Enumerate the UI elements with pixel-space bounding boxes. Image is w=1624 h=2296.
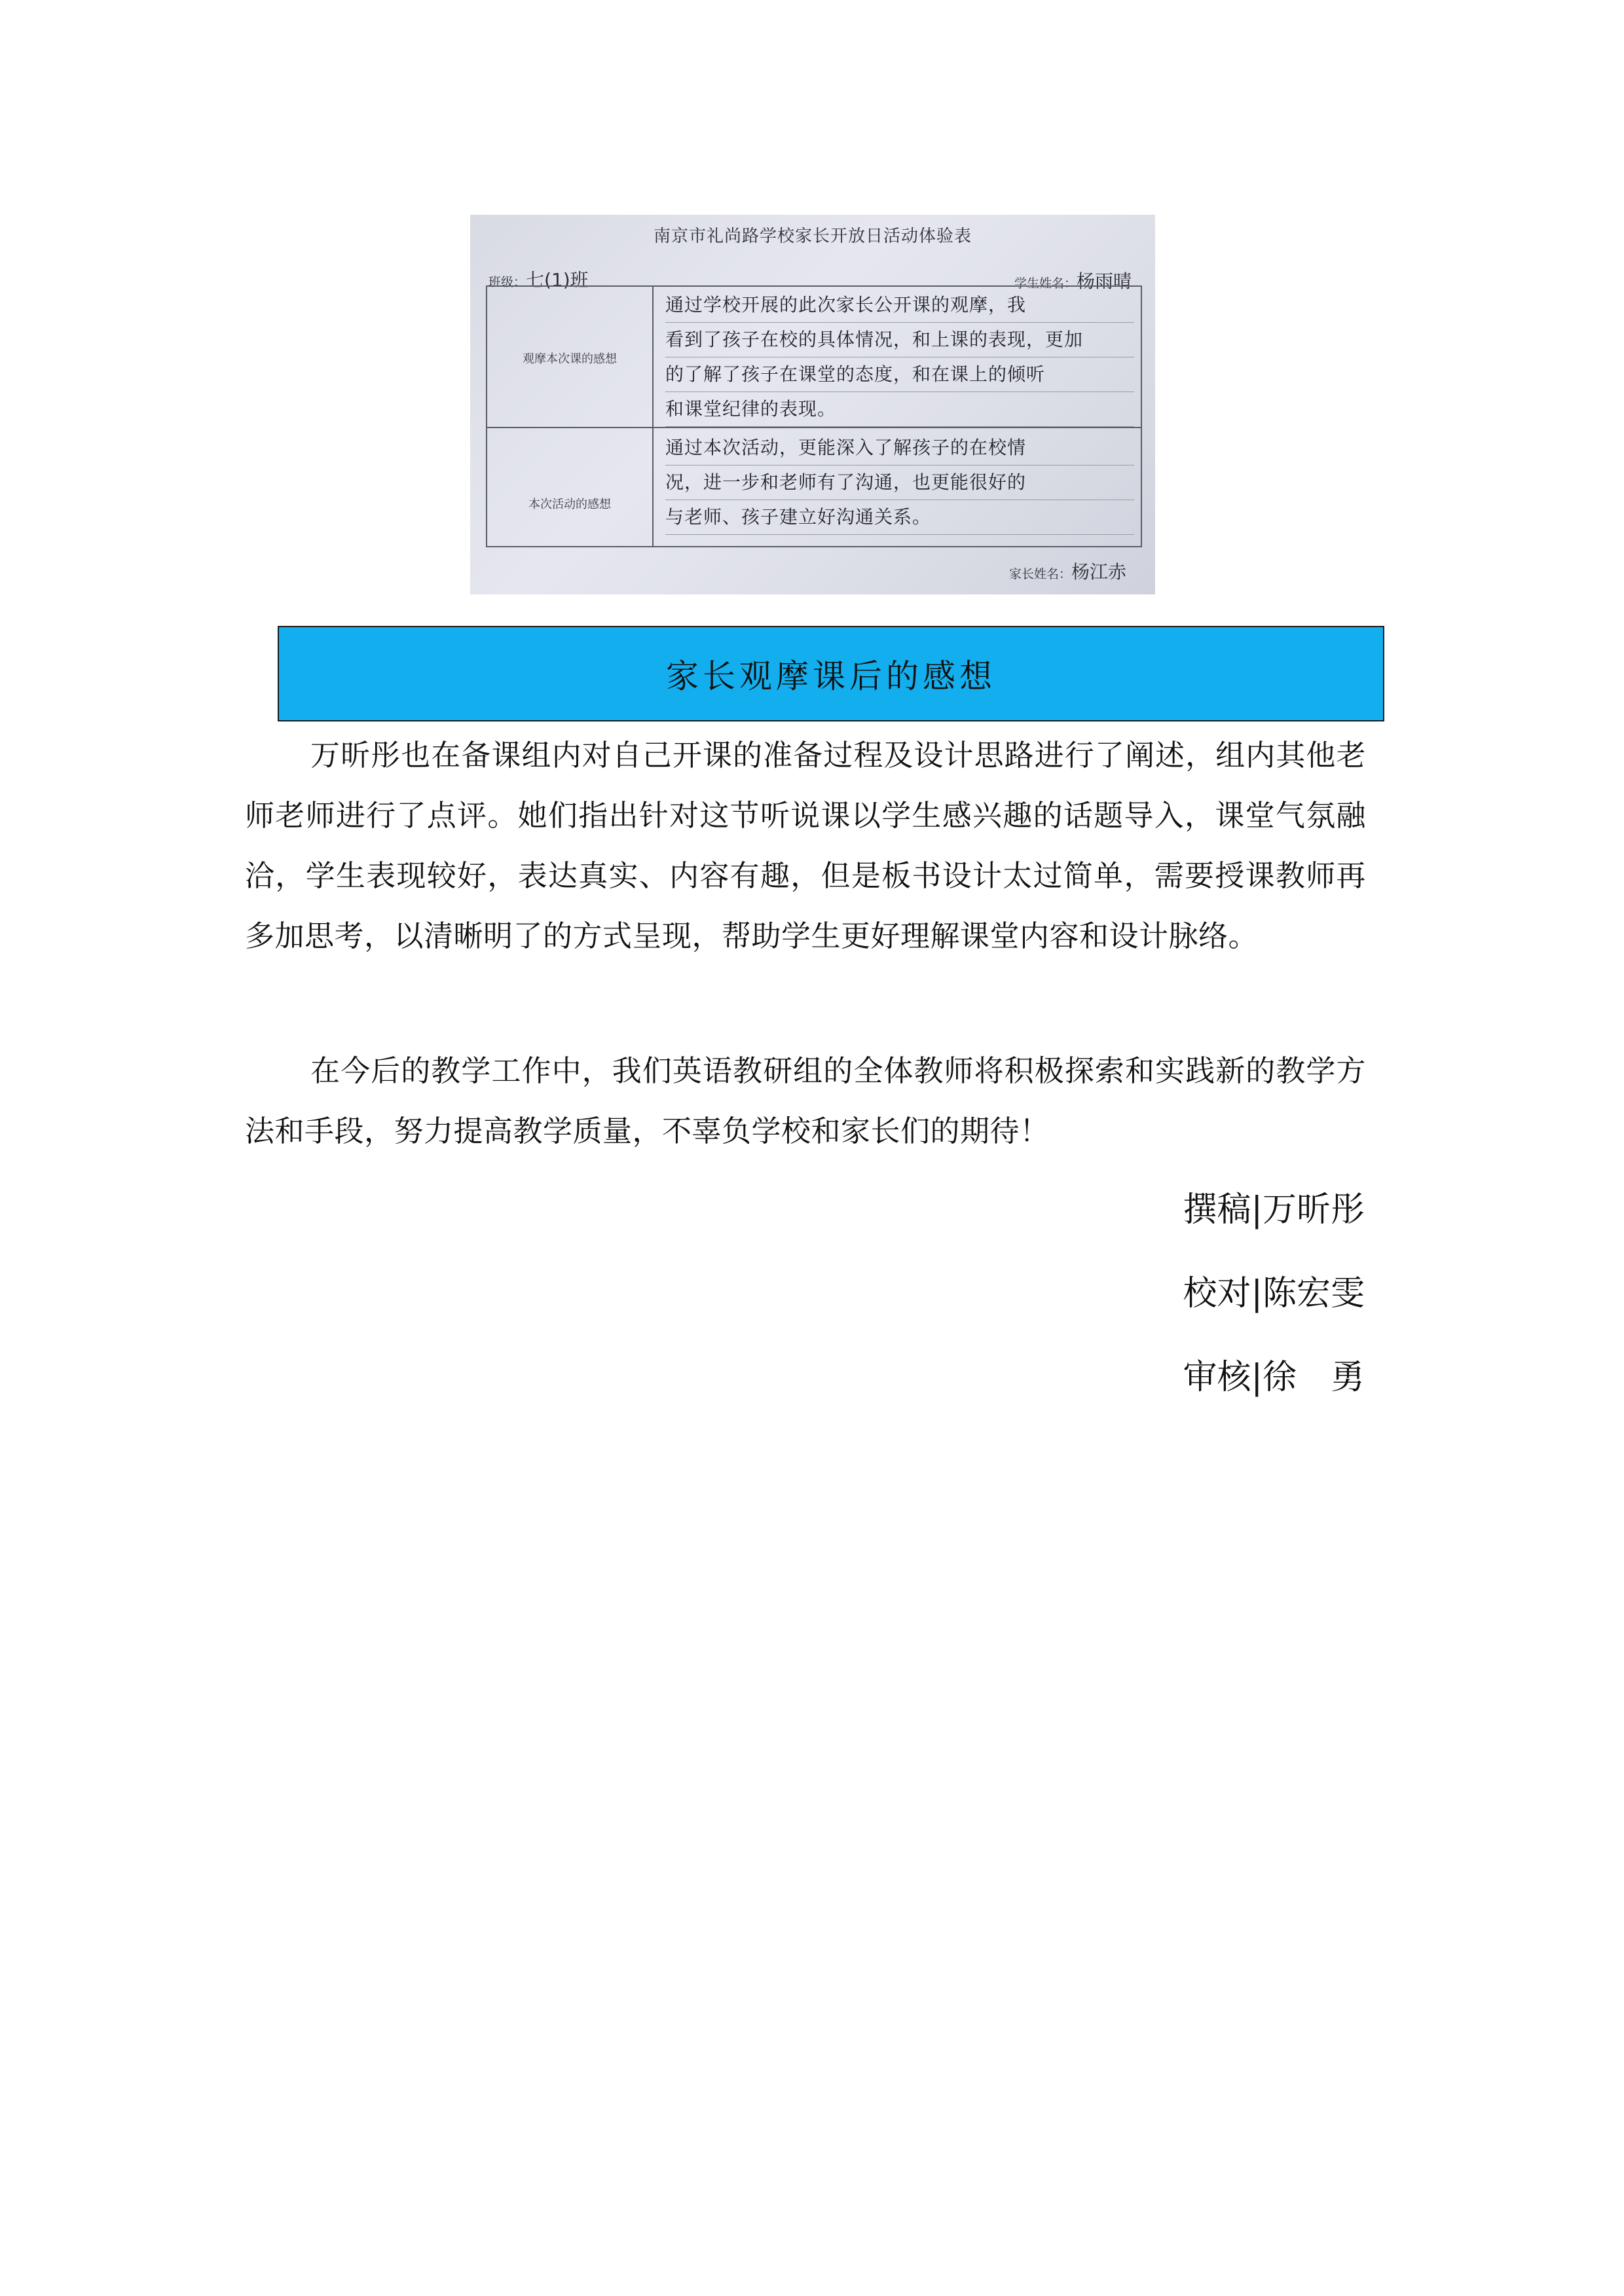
table-divider-horizontal [487,427,1141,428]
paragraph-review: 万昕彤也在备课组内对自己开课的准备过程及设计思路进行了阐述，组内其他老师老师进行了点评。她们指出针对这节听说课以学生感兴趣的话题导入，课堂气氛融洽，学生表现较好，表达真实、内容有趣，但是板书设计太过简单，需要授课教师再多加思考，以清晰明了的方式呈现，帮助学生更好理解课堂内容和设计脉络。 [245,738,1366,953]
handwriting-line: 况，进一步和老师有了沟通，也更能很好的 [665,465,1134,500]
handwriting-line: 的了解了孩子在课堂的态度，和在课上的倾听 [665,357,1134,392]
student-name-value: 杨雨晴 [1076,270,1132,292]
form-table [486,285,1142,547]
banner-title: 家长观摩课后的感想 [666,657,996,695]
credit-reviewer: 审核|徐 勇 [1183,1358,1365,1397]
row2-handwriting [665,431,1134,535]
row1-label: 观摩本次课的感想 [523,352,617,366]
handwriting-line: 通过本次活动，更能深入了解孩子的在校情 [665,431,1134,465]
credit-proofreader: 校对|陈宏雯 [1183,1274,1365,1313]
parent-name-label: 家长姓名： [1008,567,1071,581]
row2-label: 本次活动的感想 [528,498,611,511]
handwriting-line: 通过学校开展的此次家长公开课的观摩，我 [665,288,1134,323]
row1-handwriting [665,288,1134,427]
feedback-form-photo [470,215,1155,594]
handwriting-line: 和课堂纪律的表现。 [665,392,1134,427]
handwriting-line: 看到了孩子在校的具体情况，和上课的表现，更加 [665,323,1134,357]
parent-name-value: 杨江赤 [1071,561,1126,583]
class-label: 班级： [489,275,526,289]
paragraph-outlook: 在今后的教学工作中，我们英语教研组的全体教师将积极探索和实践新的教学方法和手段，努力提高教学质量，不辜负学校和家长们的期待！ [245,1053,1366,1148]
section-banner [278,626,1384,721]
class-value: 七(1)班 [526,269,589,291]
credit-writer: 撰稿|万昕彤 [1183,1190,1365,1230]
student-name-label: 学生姓名： [1014,276,1077,291]
form-title: 南京市礼尚路学校家长开放日活动体验表 [653,227,972,246]
parent-name-field [1009,558,1126,584]
handwriting-line: 与老师、孩子建立好沟通关系。 [665,500,1134,535]
table-divider-vertical [652,287,654,546]
